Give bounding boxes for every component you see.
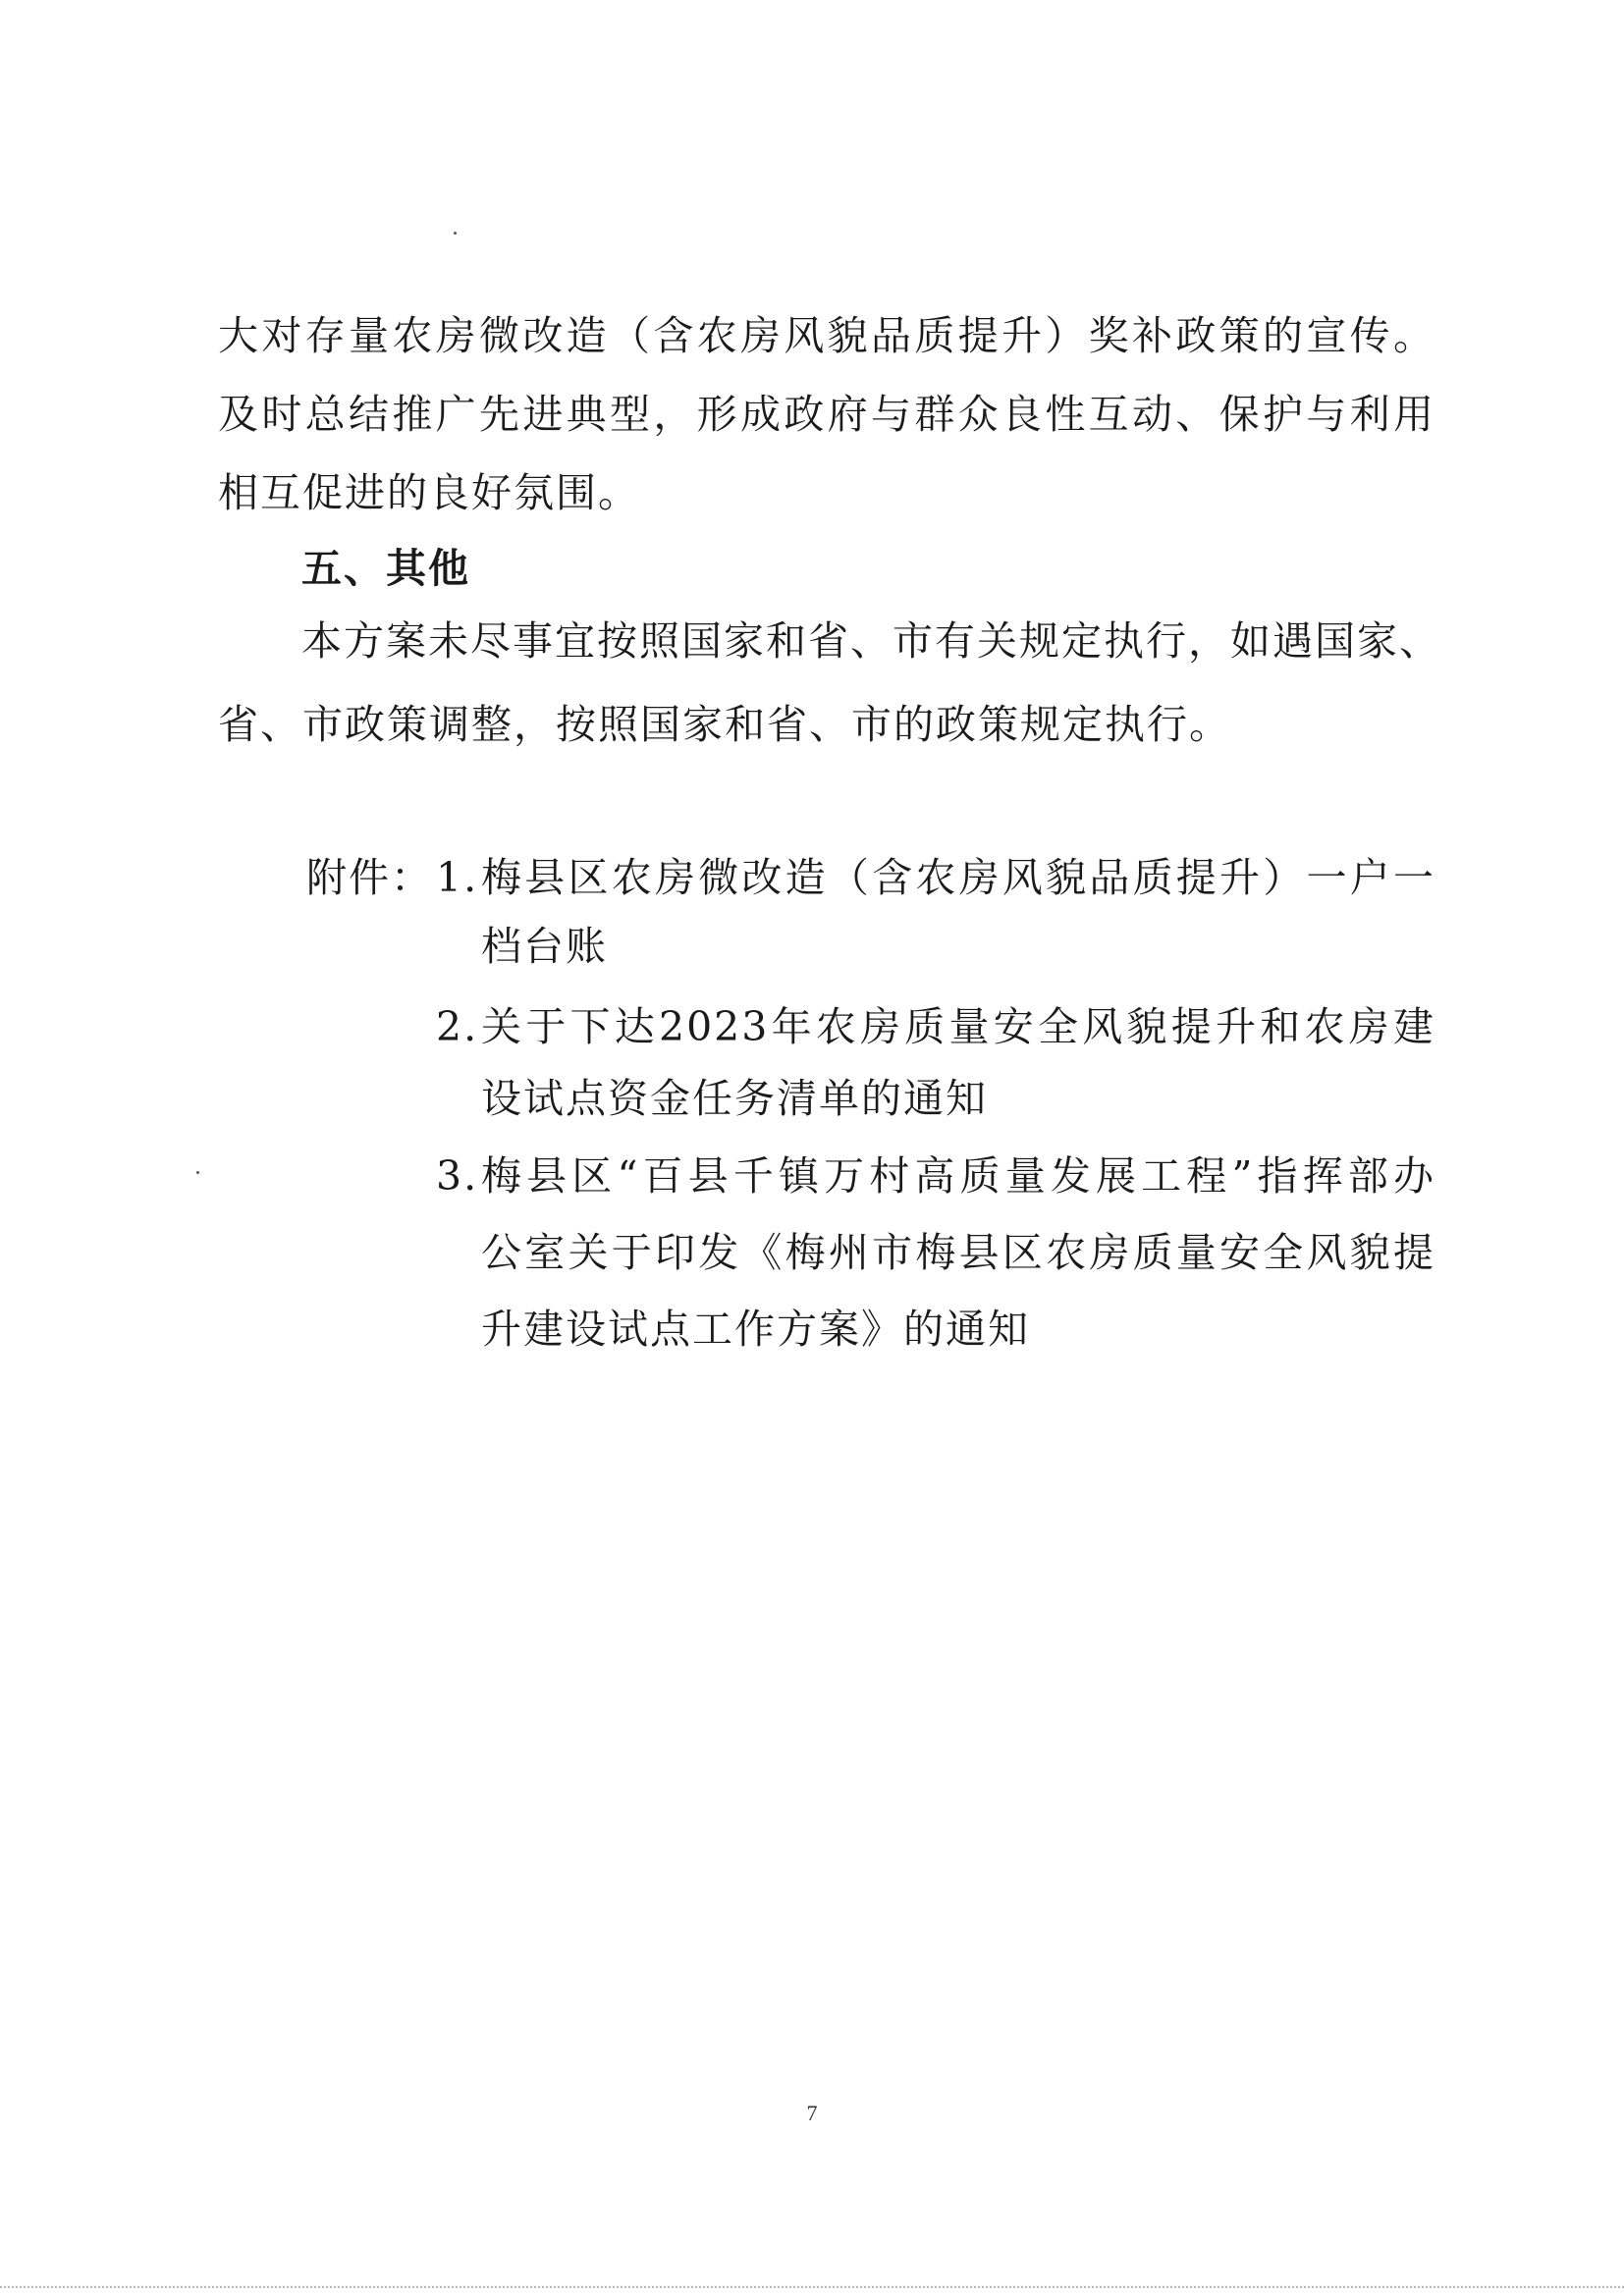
attachments-label: 附件：	[306, 854, 433, 901]
body-line: 及时总结推广先进典型，形成政府与群众良性互动、保护与利用	[218, 391, 1435, 438]
attachment-line: 梅县区农房微改造（含农房风貌品质提升）一户一	[481, 854, 1435, 901]
body-line: 大对存量农房微改造（含农房风貌品质提升）奖补政策的宣传。	[218, 312, 1435, 359]
attachment-number: 3.	[436, 1152, 479, 1200]
attachment-line: 关于下达2023年农房质量安全风貌提升和农房建	[481, 1003, 1435, 1050]
body-line: 省、市政策调整，按照国家和省、市的政策规定执行。	[218, 701, 1231, 748]
attachment-line: 档台账	[481, 923, 608, 970]
attachment-line: 设试点资金任务清单的通知	[481, 1075, 988, 1122]
scan-speck	[454, 232, 457, 235]
page-number: 7	[806, 2101, 818, 2125]
attachment-line: 公室关于印发《梅州市梅县区农房质量安全风貌提	[481, 1229, 1435, 1276]
scan-speck	[196, 1171, 199, 1174]
body-line: 本方案未尽事宜按照国家和省、市有关规定执行，如遇国家、	[301, 617, 1441, 665]
attachment-number: 1.	[436, 854, 479, 901]
attachment-line: 升建设试点工作方案》的通知	[481, 1306, 1030, 1353]
attachment-line: 梅县区“百县千镇万村高质量发展工程”指挥部办	[481, 1152, 1435, 1200]
section-heading: 五、其他	[301, 545, 470, 592]
bottom-scan-edge	[0, 2286, 1624, 2288]
body-line: 相互促进的良好氛围。	[218, 469, 640, 516]
attachment-number: 2.	[436, 1003, 479, 1050]
